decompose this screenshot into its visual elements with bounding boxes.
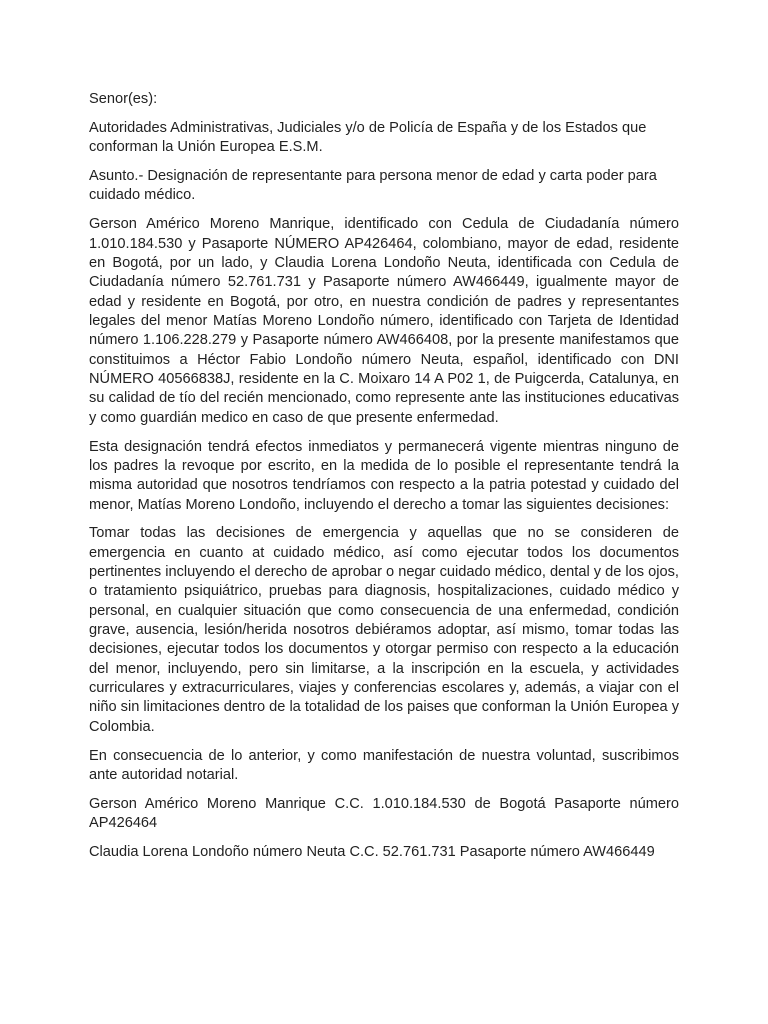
salutation: Senor(es): xyxy=(89,91,158,107)
body-paragraph-closing: En consecuencia de lo anterior, y como manifestación de nuestra voluntad, suscribimos ante autoridad notarial. xyxy=(89,747,679,783)
signatory-mother: Claudia Lorena Londoño número Neuta C.C. 52.761.731 Pasaporte número AW466449 xyxy=(89,844,655,861)
body-paragraph-powers: Tomar todas las decisiones de emergencia y aquellas que no se consideren de emergencia en cuanto at cuidado médico, así como ejecutar todos los documentos pertinentes incluyendo el derecho de aprobar o negar cuidado médico, dental y de los ojos, o tratamiento psiquiátrico, pruebas para diagnosis, hospitalizaciones, cuidado médico y personal, en cualquier situación que como consecuencia de una enfermedad, condición grave, ausencia, lesión/herida nosotros debiéramos adoptar, así mismo, tomar todas las decisiones, ejecutar todos los documentos y otorgar permiso con respecto a la educación del menor, incluyendo, pero sin limitarse, a la inscripción en la escuela, y actividades curriculares y extracurriculares, viajes y conferencias escolares y, además, a viajar con el niño sin limitaciones dentro de la totalidad de los paises que conforman la Unión Europea y Colombia. xyxy=(89,525,679,735)
body-paragraph-parties: Gerson Américo Moreno Manrique, identificado con Cedula de Ciudadanía número 1.010.184.530 y Pasaporte NÚMERO AP426464, colombiano, mayor de edad, residente en Bogotá, por un lado, y Claudia Lorena Londoño Neuta, identificada con Cedula de Ciudadanía número 52.761.731 y Pasaporte número AW466449, igualmente mayor de edad y residente en Bogotá, por otro, en nuestra condición de padres y representantes legales del menor Matías Moreno Londoño número, identificado con Tarjeta de Identidad número 1.106.228.279 y Pasaporte número AW466408, por la presente manifestamos que constituimos a Héctor Fabio Londoño número Neuta, español, identificado con DNI NÚMERO 40566838J, residente en la C. Moixaro 14 A P02 1, de Puigcerda, Catalunya, en su calidad de tío del recién mencionado, como represente ante las instituciones educativas y como guardián medico en caso de que presente enfermedad. xyxy=(89,216,679,426)
subject-line: Asunto.- Designación de representante para persona menor de edad y carta poder para cuidado médico. xyxy=(89,168,657,204)
signatory-father: Gerson Américo Moreno Manrique C.C. 1.010.184.530 de Bogotá Pasaporte número AP426464 xyxy=(89,795,679,832)
addressee: Autoridades Administrativas, Judiciales y/o de Policía de España y de los Estados que conforman la Unión Europea E.S.M. xyxy=(89,119,647,156)
body-paragraph-designation: Esta designación tendrá efectos inmediatos y permanecerá vigente mientras ninguno de los padres la revoque por escrito, en la medida de lo posible el representante tendrá la misma autoridad que nosotros tendríamos con respecto a la patria potestad y cuidado del menor, Matías Moreno Londoño, incluyendo el derecho a tomar las siguientes decisiones: xyxy=(89,438,679,513)
